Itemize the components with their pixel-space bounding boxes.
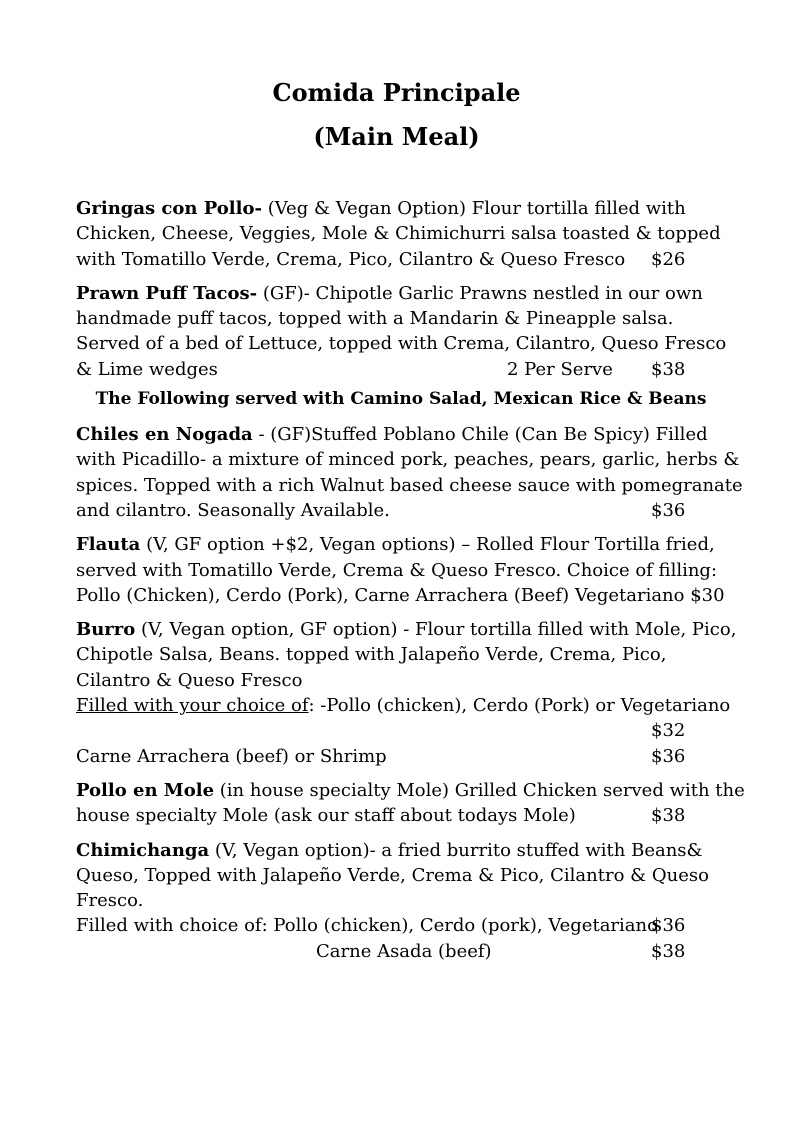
item-desc: (V, GF option +$2, Vegan options) – Rolled Flour Tortilla fried, (140, 534, 715, 556)
item-desc: (Veg & Vegan Option) Flour tortilla filled with (261, 198, 686, 219)
item-name: Chiles en Nogada (76, 424, 253, 446)
menu-item-pollo-en-mole (76, 778, 745, 829)
item-desc: spices. Topped with a rich Walnut based cheese sauce with pomegranate (76, 474, 743, 496)
item-price: $38 (651, 940, 686, 962)
item-desc: (in house specialty Mole) Grilled Chicken served with the (214, 779, 745, 801)
item-desc: Carne Asada (beef) (316, 940, 492, 962)
item-desc: Pollo (Chicken), Cerdo (Pork), Carne Arrachera (Beef) Vegetariano $30 (76, 584, 725, 606)
section-note: The Following served with Camino Salad, Mexican Rice & Beans (95, 389, 707, 410)
item-desc: and cilantro. Seasonally Available. (76, 499, 390, 521)
item-desc: handmade puff tacos, topped with a Mandarin & Pineapple salsa. (76, 308, 674, 330)
item-desc: Cilantro & Queso Fresco (76, 669, 303, 691)
item-desc: with Picadillo- a mixture of minced pork, peaches, pears, garlic, herbs & (76, 449, 740, 471)
item-price: $26 (651, 248, 686, 270)
item-desc: Served of a bed of Lettuce, topped with Crema, Cilantro, Queso Fresco (76, 333, 727, 355)
page-subtitle: (Main Meal) (313, 122, 480, 151)
item-price: $36 (651, 745, 686, 767)
item-desc: Chicken, Cheese, Veggies, Mole & Chimichurri salsa toasted & topped (76, 223, 721, 245)
item-price: $32 (651, 720, 686, 742)
menu-item-prawn-tacos (76, 281, 726, 382)
filled-choice-label: Filled with your choice of (76, 695, 309, 717)
item-name: Chimichanga (76, 839, 210, 861)
menu-item-gringas (76, 196, 726, 272)
item-desc: : -Pollo (chicken), Cerdo (Pork) or Vegetariano (308, 695, 731, 717)
item-name: Burro (76, 619, 136, 641)
item-price: $36 (651, 915, 686, 937)
item-desc: Fresco. (76, 890, 144, 912)
item-price: $38 (651, 805, 686, 827)
item-desc: Carne Arrachera (beef) or Shrimp (76, 745, 387, 767)
item-desc: (V, Vegan option)- a fried burrito stuffed with Beans& (209, 839, 703, 861)
item-desc: & Lime wedges (76, 358, 218, 380)
item-name: Prawn Puff Tacos- (76, 282, 258, 304)
item-desc: Queso, Topped with Jalapeño Verde, Crema & Pico, Cilantro & Queso (76, 864, 709, 886)
item-name: Flauta (76, 534, 141, 556)
menu-item-chiles-en-nogada (76, 422, 743, 523)
item-desc: with Tomatillo Verde, Crema, Pico, Cilantro & Queso Fresco (76, 248, 626, 270)
item-desc: - (GF)Stuffed Poblano Chile (Can Be Spicy) Filled (252, 424, 708, 446)
item-name: Pollo en Mole (76, 779, 215, 801)
item-desc: Chipotle Salsa, Beans. topped with Jalapeño Verde, Crema, Pico, (76, 644, 667, 666)
menu-list (76, 196, 745, 973)
serve-size: 2 Per Serve (507, 358, 613, 380)
menu-item-flauta (76, 532, 726, 608)
menu-item-burro (76, 617, 737, 769)
page-title: Comida Principale (272, 78, 521, 107)
menu-item-chimichanga (76, 838, 726, 964)
item-desc: house specialty Mole (ask our staff about todays Mole) (76, 805, 576, 827)
item-desc: (V, Vegan option, GF option) - Flour tortilla filled with Mole, Pico, (135, 619, 737, 641)
item-name: Gringas con Pollo- (76, 198, 262, 219)
item-price: $38 (651, 358, 686, 380)
item-desc: served with Tomatillo Verde, Crema & Queso Fresco. Choice of filling: (76, 559, 718, 581)
item-desc: Filled with choice of: Pollo (chicken), Cerdo (pork), Vegetariano (76, 915, 658, 937)
item-desc: (GF)- Chipotle Garlic Prawns nestled in our own (257, 282, 703, 304)
item-price: $36 (651, 499, 686, 521)
